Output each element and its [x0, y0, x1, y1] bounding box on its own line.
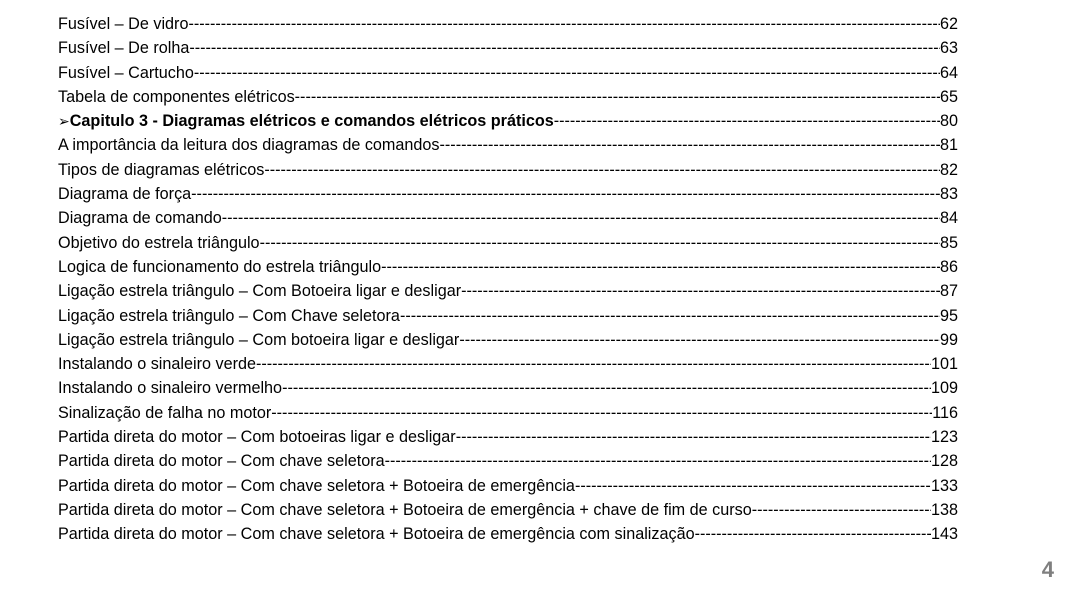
- toc-entry-title: Instalando o sinaleiro vermelho: [58, 379, 283, 398]
- toc-entry-page-number: 80: [939, 112, 958, 131]
- toc-entry: [58, 522, 958, 546]
- toc-entry: [58, 231, 958, 255]
- toc-entry-page-number: 81: [939, 136, 958, 155]
- dash-leader: [295, 85, 940, 109]
- toc-entry-page-number: 62: [939, 15, 958, 33]
- toc-entry: [58, 279, 958, 303]
- dash-leader: [400, 304, 940, 328]
- toc-entry-page-number: 123: [930, 428, 958, 447]
- dash-leader: [695, 522, 931, 546]
- toc-entry: [58, 352, 958, 376]
- toc-entry: [58, 133, 958, 157]
- toc-entry-page-number: 85: [939, 233, 958, 252]
- toc-entry: [58, 85, 958, 109]
- toc-entry-page-number: 133: [930, 476, 958, 495]
- toc-entry: [58, 12, 958, 36]
- toc-entry: [58, 255, 958, 279]
- dash-leader: [260, 231, 940, 255]
- toc-entry-title: Partida direta do motor – Com chave seletora + Botoeira de emergência: [58, 476, 575, 495]
- toc-entry-title: Ligação estrela triângulo – Com botoeira ligar e desligar: [58, 330, 460, 349]
- dash-leader: [554, 109, 940, 133]
- toc-entry-page-number: 87: [939, 282, 958, 301]
- toc-entry-title: Partida direta do motor – Com chave seletora + Botoeira de emergência + chave de fim de curso: [58, 500, 752, 519]
- dash-leader: [752, 498, 931, 522]
- toc-entry-title: Instalando o sinaleiro verde: [58, 355, 256, 374]
- dash-leader: [385, 449, 931, 473]
- toc-entry-title: Partida direta do motor – Com botoeiras ligar e desligar: [58, 428, 456, 447]
- dash-leader: [222, 206, 940, 230]
- toc-entry-page-number: 109: [930, 379, 958, 398]
- toc-entry-page-number: 84: [939, 209, 958, 228]
- toc-entry: [58, 328, 958, 352]
- toc-entry: [58, 158, 958, 182]
- toc-entry-title: Fusível – Cartucho: [58, 63, 194, 82]
- toc-entry: [58, 474, 958, 498]
- dash-leader: [191, 182, 940, 206]
- toc-entry: [58, 401, 958, 425]
- dash-leader: [188, 12, 940, 36]
- toc-entry-title: Capitulo 3 - Diagramas elétricos e comandos elétricos práticos: [69, 112, 554, 131]
- toc-entry: [58, 449, 958, 473]
- toc-entry: [58, 182, 958, 206]
- toc-entry-title: Partida direta do motor – Com chave seletora + Botoeira de emergência com sinalização: [58, 525, 695, 544]
- dash-leader: [282, 376, 931, 400]
- toc-entry-title: Sinalização de falha no motor: [58, 403, 272, 422]
- dash-leader: [264, 158, 940, 182]
- toc-entry-title: Logica de funcionamento do estrela triângulo: [58, 257, 382, 276]
- dash-leader: [456, 425, 931, 449]
- toc-entry: [58, 36, 958, 60]
- toc-entry-title: A importância da leitura dos diagramas de comandos: [58, 136, 440, 155]
- toc-entry-title: Ligação estrela triângulo – Com Botoeira ligar e desligar: [58, 282, 462, 301]
- toc-entry-title: Fusível – De rolha: [58, 39, 190, 58]
- dash-leader: [194, 61, 940, 85]
- toc-entry-title: Ligação estrela triângulo – Com Chave seletora: [58, 306, 400, 325]
- toc-entry-title: Tipos de diagramas elétricos: [58, 160, 265, 179]
- dash-leader: [461, 279, 940, 303]
- toc-entry-page-number: 99: [939, 330, 958, 349]
- toc-entry-title: Partida direta do motor – Com chave seletora: [58, 452, 385, 471]
- dash-leader: [459, 328, 940, 352]
- dash-leader: [189, 36, 940, 60]
- toc-entry-title: Objetivo do estrela triângulo: [58, 233, 260, 252]
- dash-leader: [440, 133, 940, 157]
- toc-chapter-entry: [58, 109, 958, 133]
- toc-entry: [58, 304, 958, 328]
- arrow-bullet-icon: ➢: [58, 113, 70, 130]
- slide-number: 4: [1041, 557, 1054, 582]
- toc-entry: [58, 498, 958, 522]
- toc-entry-title: Fusível – De vidro: [58, 15, 189, 33]
- toc-entry: [58, 206, 958, 230]
- toc-entry-page-number: 101: [930, 355, 958, 374]
- toc-entry: [58, 425, 958, 449]
- toc-entry-title: Diagrama de força: [58, 185, 192, 204]
- toc-entry-title: Tabela de componentes elétricos: [58, 87, 295, 106]
- table-of-contents: [58, 12, 958, 547]
- toc-entry-page-number: 64: [939, 63, 958, 82]
- toc-entry-page-number: 83: [939, 185, 958, 204]
- dash-leader: [271, 401, 932, 425]
- toc-entry-page-number: 65: [939, 87, 958, 106]
- toc-entry-page-number: 82: [939, 160, 958, 179]
- toc-entry-page-number: 86: [939, 257, 958, 276]
- dash-leader: [575, 474, 931, 498]
- toc-entry-page-number: 63: [939, 39, 958, 58]
- toc-entry-page-number: 95: [939, 306, 958, 325]
- toc-entry: [58, 61, 958, 85]
- toc-entry-page-number: 138: [930, 500, 958, 519]
- toc-entry: [58, 376, 958, 400]
- dash-leader: [381, 255, 940, 279]
- toc-entry-page-number: 116: [932, 403, 958, 422]
- dash-leader: [256, 352, 931, 376]
- toc-entry-page-number: 128: [930, 452, 958, 471]
- toc-entry-title: Diagrama de comando: [58, 209, 222, 228]
- toc-entry-page-number: 143: [930, 525, 958, 544]
